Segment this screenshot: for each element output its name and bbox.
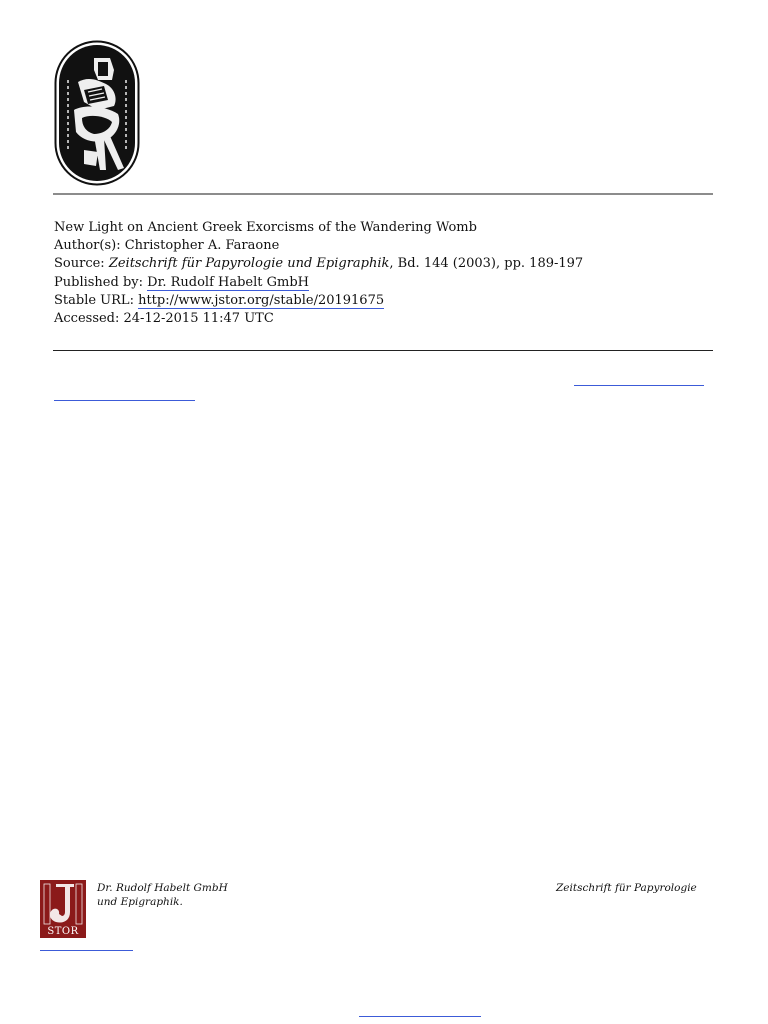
publisher-label: Published by:	[54, 274, 148, 290]
stable-url-label: Stable URL:	[54, 292, 139, 308]
terms-link-continued[interactable]	[54, 400, 195, 401]
bottom-link[interactable]	[359, 1016, 481, 1017]
article-title: New Light on Ancient Greek Exorcisms of the Wandering Womb	[54, 220, 477, 235]
jstor-logo[interactable]	[40, 880, 86, 938]
publisher-line	[54, 274, 714, 292]
jstor-logo-text: STOR	[47, 926, 79, 937]
footer-right-text: Zeitschrift für Papyrologie	[556, 882, 697, 894]
publisher-link[interactable]: Dr. Rudolf Habelt GmbH	[147, 274, 310, 290]
authors-value: Christopher A. Faraone	[124, 238, 280, 254]
footer-left-text	[97, 881, 228, 909]
jstor-link[interactable]	[40, 950, 133, 951]
journal-name: Zeitschrift für Papyrologie und Epigraphik	[108, 256, 390, 272]
footer-left-line-2: und Epigraphik.	[97, 896, 183, 908]
middle-divider	[53, 350, 713, 351]
accessed-line: Accessed: 24-12-2015 11:47 UTC	[54, 311, 274, 327]
top-divider	[53, 193, 713, 195]
source-label: Source:	[54, 256, 109, 272]
authors-line	[54, 237, 714, 255]
footer-left-line-1: Dr. Rudolf Habelt GmbH	[97, 882, 228, 894]
terms-link[interactable]	[574, 385, 704, 386]
source-details: , Bd. 144 (2003), pp. 189-197	[389, 256, 584, 272]
publisher-logo	[54, 40, 140, 186]
citation-block	[54, 219, 714, 328]
source-line	[54, 255, 714, 273]
authors-label: Author(s):	[54, 238, 125, 254]
stable-url-link[interactable]: http://www.jstor.org/stable/20191675	[138, 292, 385, 308]
stable-url-line	[54, 292, 714, 310]
